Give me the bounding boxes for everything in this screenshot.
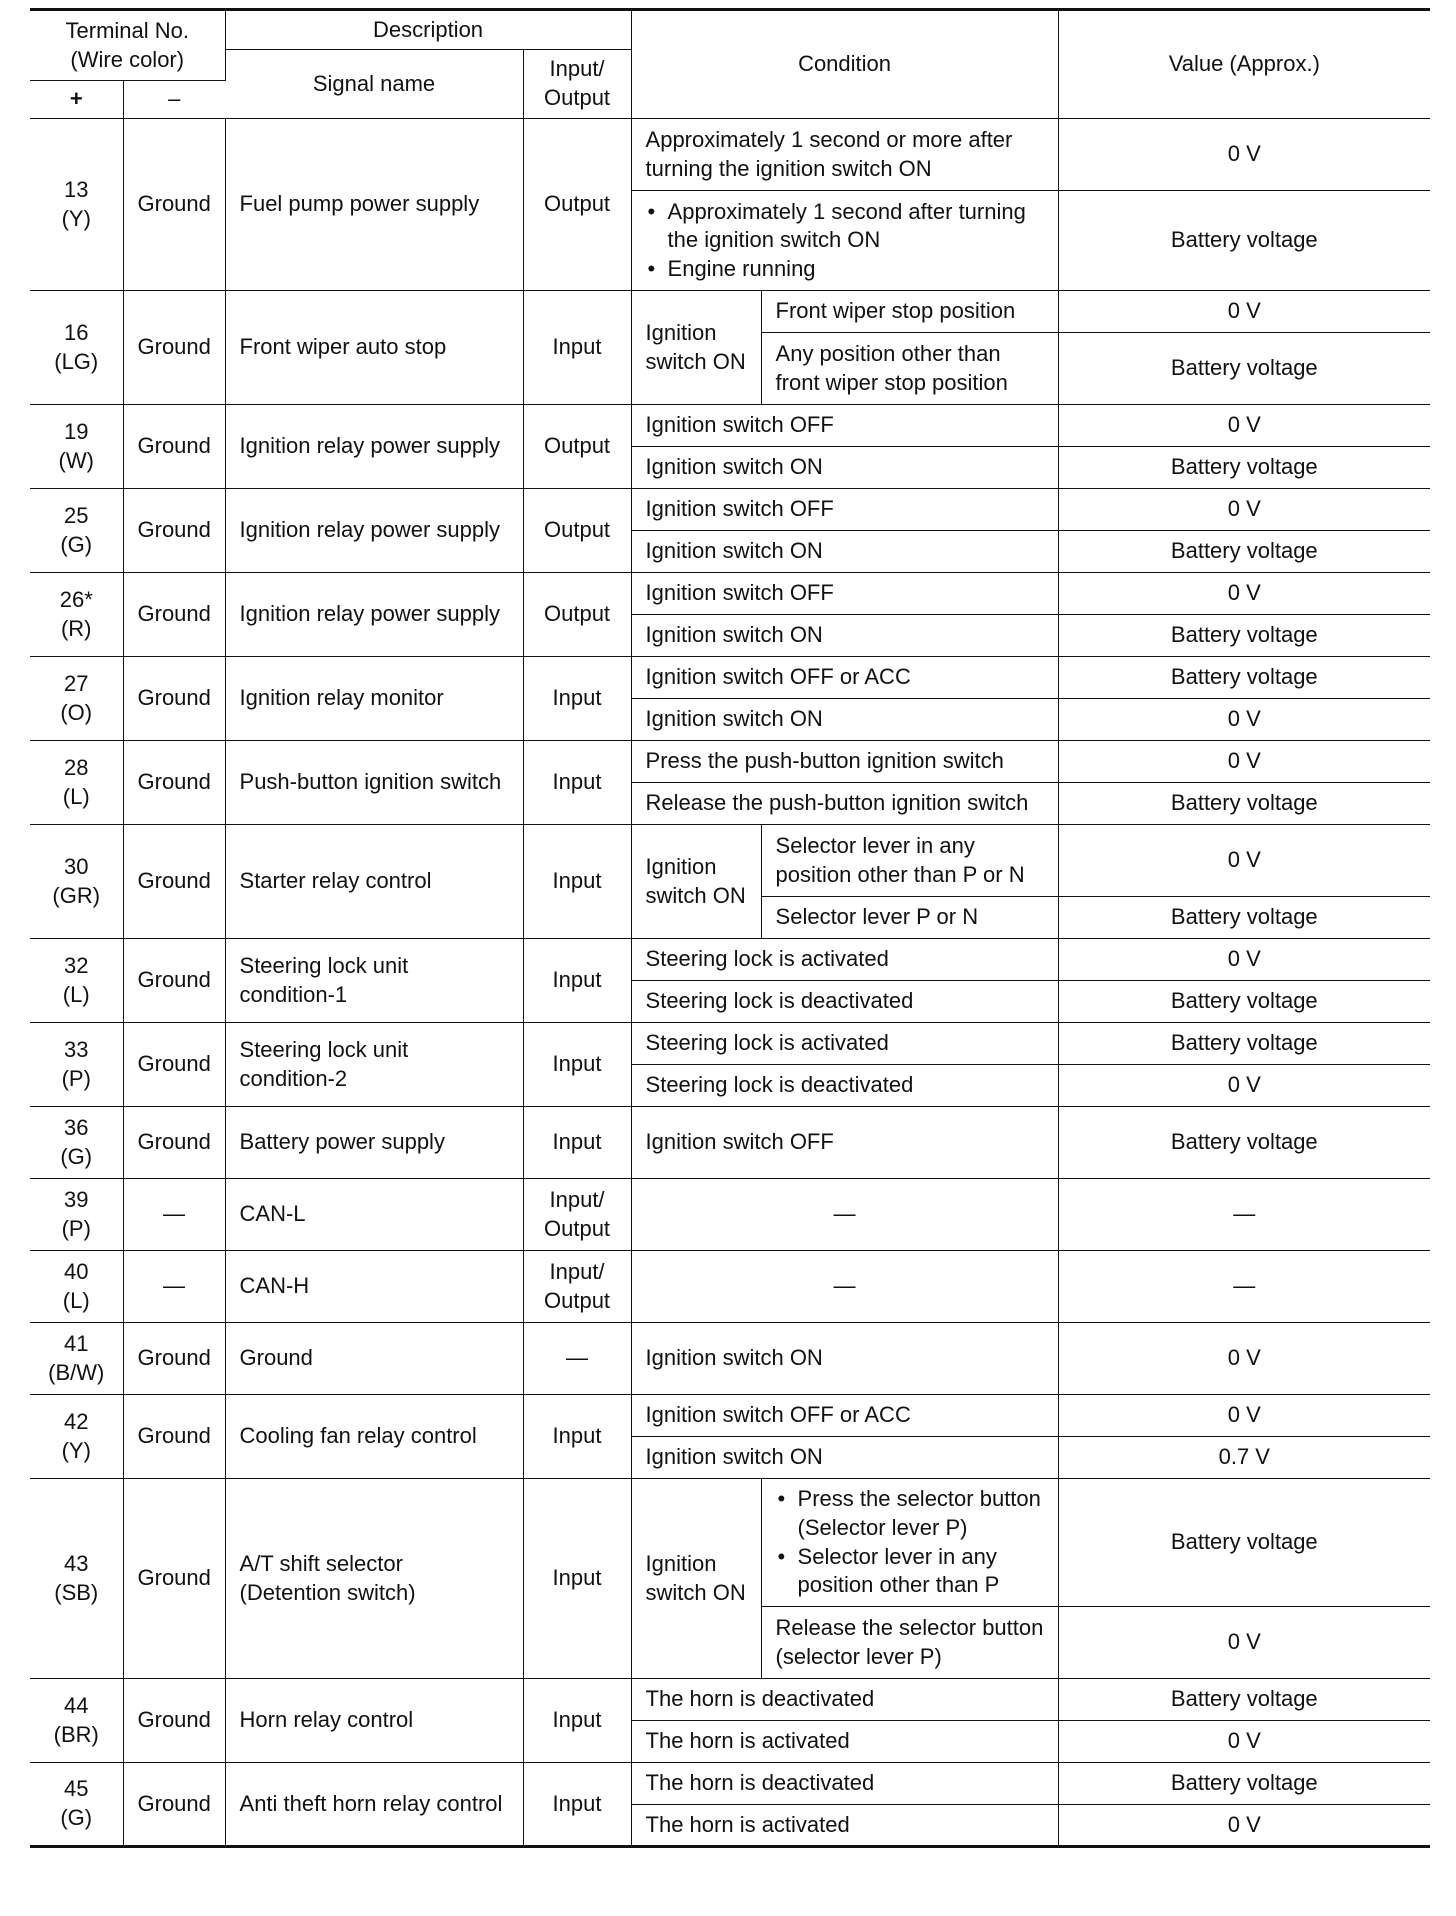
table-row (30, 1107, 1430, 1179)
table-row (30, 825, 1430, 897)
terminal-25: 25 (G) (30, 489, 123, 573)
value: Battery voltage (1058, 897, 1430, 939)
negative-terminal: Ground (123, 573, 225, 657)
terminal-13: 13 (Y) (30, 119, 123, 291)
table-row (30, 1479, 1430, 1607)
condition: The horn is activated (631, 1721, 1058, 1763)
input-output: Input (523, 1107, 631, 1179)
header-plus: + (30, 81, 123, 119)
condition: Any position other than front wiper stop position (761, 333, 1058, 405)
input-output: Input (523, 1479, 631, 1679)
input-output: Input (523, 1023, 631, 1107)
terminal-43: 43 (SB) (30, 1479, 123, 1679)
terminal-39: 39 (P) (30, 1179, 123, 1251)
terminal-26: 26* (R) (30, 573, 123, 657)
value: 0 V (1058, 1721, 1430, 1763)
condition: Ignition switch OFF or ACC (631, 1395, 1058, 1437)
condition: Ignition switch OFF or ACC (631, 657, 1058, 699)
condition-bullet: • Approximately 1 second after turning the ignition switch ON (646, 198, 1044, 255)
terminal-28: 28 (L) (30, 741, 123, 825)
value: 0 V (1058, 573, 1430, 615)
signal-name: Ignition relay monitor (225, 657, 523, 741)
condition-bullet: • Selector lever in any position other than P (776, 1543, 1044, 1600)
input-output: Input (523, 291, 631, 405)
signal-name: Steering lock unit condition-1 (225, 939, 523, 1023)
header-minus: – (123, 81, 225, 119)
table-row (30, 939, 1430, 981)
value: Battery voltage (1058, 1479, 1430, 1607)
terminal-19: 19 (W) (30, 405, 123, 489)
value: 0 V (1058, 939, 1430, 981)
header-value: Value (Approx.) (1058, 10, 1430, 119)
input-output: Input (523, 939, 631, 1023)
input-output: Input (523, 1395, 631, 1479)
table-row (30, 573, 1430, 615)
value: Battery voltage (1058, 981, 1430, 1023)
condition-group: Ignition switch ON (631, 291, 761, 405)
signal-name: Push-button ignition switch (225, 741, 523, 825)
condition: Steering lock is activated (631, 939, 1058, 981)
terminal-41: 41 (B/W) (30, 1323, 123, 1395)
value: Battery voltage (1058, 531, 1430, 573)
value: 0 V (1058, 291, 1430, 333)
table-row (30, 1023, 1430, 1065)
value: Battery voltage (1058, 447, 1430, 489)
input-output: Output (523, 119, 631, 291)
terminal-33: 33 (P) (30, 1023, 123, 1107)
header-terminal-no: Terminal No. (Wire color) (30, 10, 225, 81)
table-row (30, 1251, 1430, 1323)
table-row (30, 741, 1430, 783)
condition: — (631, 1251, 1058, 1323)
signal-name: Ignition relay power supply (225, 573, 523, 657)
condition: Ignition switch OFF (631, 1107, 1058, 1179)
negative-terminal: — (123, 1179, 225, 1251)
negative-terminal: Ground (123, 489, 225, 573)
condition: Release the selector button (selector lever P) (761, 1607, 1058, 1679)
condition: — (631, 1179, 1058, 1251)
input-output: Input (523, 825, 631, 939)
condition: Ignition switch OFF (631, 489, 1058, 531)
condition: Ignition switch ON (631, 447, 1058, 489)
table-row (30, 657, 1430, 699)
terminal-45: 45 (G) (30, 1763, 123, 1847)
value: 0 V (1058, 741, 1430, 783)
input-output: Input (523, 741, 631, 825)
condition (761, 1479, 1058, 1607)
terminal-32: 32 (L) (30, 939, 123, 1023)
negative-terminal: Ground (123, 291, 225, 405)
value: 0 V (1058, 699, 1430, 741)
condition: Front wiper stop position (761, 291, 1058, 333)
condition: Ignition switch ON (631, 531, 1058, 573)
value: 0 V (1058, 1065, 1430, 1107)
signal-name: Battery power supply (225, 1107, 523, 1179)
terminal-table (30, 8, 1430, 1848)
negative-terminal: Ground (123, 657, 225, 741)
condition: Steering lock is deactivated (631, 981, 1058, 1023)
signal-name: Ground (225, 1323, 523, 1395)
signal-name: Horn relay control (225, 1679, 523, 1763)
table-row (30, 1763, 1430, 1805)
signal-name: Anti theft horn relay control (225, 1763, 523, 1847)
value: — (1058, 1179, 1430, 1251)
condition: Steering lock is deactivated (631, 1065, 1058, 1107)
terminal-44: 44 (BR) (30, 1679, 123, 1763)
value: 0 V (1058, 1395, 1430, 1437)
signal-name: Ignition relay power supply (225, 405, 523, 489)
table-row (30, 1395, 1430, 1437)
signal-name: Ignition relay power supply (225, 489, 523, 573)
value: 0.7 V (1058, 1437, 1430, 1479)
condition: Ignition switch ON (631, 615, 1058, 657)
negative-terminal: Ground (123, 741, 225, 825)
input-output: Input (523, 657, 631, 741)
condition: Press the push-button ignition switch (631, 741, 1058, 783)
condition-group: Ignition switch ON (631, 1479, 761, 1679)
negative-terminal: Ground (123, 405, 225, 489)
signal-name: Starter relay control (225, 825, 523, 939)
table-row (30, 1323, 1430, 1395)
terminal-30: 30 (GR) (30, 825, 123, 939)
negative-terminal: Ground (123, 1679, 225, 1763)
input-output: Input (523, 1679, 631, 1763)
value: — (1058, 1251, 1430, 1323)
signal-name: CAN-L (225, 1179, 523, 1251)
terminal-27: 27 (O) (30, 657, 123, 741)
negative-terminal: Ground (123, 1107, 225, 1179)
input-output: — (523, 1323, 631, 1395)
condition: Approximately 1 second or more after turning the ignition switch ON (631, 119, 1058, 191)
condition: Release the push-button ignition switch (631, 783, 1058, 825)
condition: Steering lock is activated (631, 1023, 1058, 1065)
value: 0 V (1058, 489, 1430, 531)
condition-bullet: • Press the selector button (Selector lever P) (776, 1485, 1044, 1542)
terminal-42: 42 (Y) (30, 1395, 123, 1479)
condition: The horn is deactivated (631, 1679, 1058, 1721)
condition-bullet: • Engine running (646, 255, 1044, 284)
condition: Selector lever P or N (761, 897, 1058, 939)
input-output: Output (523, 573, 631, 657)
table-row (30, 405, 1430, 447)
header-condition: Condition (631, 10, 1058, 119)
header-description: Description (225, 10, 631, 50)
condition: Ignition switch OFF (631, 405, 1058, 447)
value: 0 V (1058, 1805, 1430, 1847)
input-output: Input/ Output (523, 1179, 631, 1251)
condition: Ignition switch ON (631, 1323, 1058, 1395)
condition: The horn is activated (631, 1805, 1058, 1847)
condition: Ignition switch OFF (631, 573, 1058, 615)
value: 0 V (1058, 825, 1430, 897)
value: Battery voltage (1058, 333, 1430, 405)
negative-terminal: Ground (123, 939, 225, 1023)
negative-terminal: Ground (123, 1763, 225, 1847)
value: Battery voltage (1058, 1763, 1430, 1805)
value: Battery voltage (1058, 657, 1430, 699)
negative-terminal: Ground (123, 119, 225, 291)
value: Battery voltage (1058, 615, 1430, 657)
condition: Ignition switch ON (631, 699, 1058, 741)
negative-terminal: Ground (123, 1323, 225, 1395)
table-row (30, 1179, 1430, 1251)
value: Battery voltage (1058, 1679, 1430, 1721)
input-output: Output (523, 489, 631, 573)
value: Battery voltage (1058, 783, 1430, 825)
terminal-16: 16 (LG) (30, 291, 123, 405)
value: Battery voltage (1058, 1023, 1430, 1065)
signal-name: Front wiper auto stop (225, 291, 523, 405)
negative-terminal: Ground (123, 1023, 225, 1107)
input-output: Input (523, 1763, 631, 1847)
condition (631, 191, 1058, 291)
signal-name: CAN-H (225, 1251, 523, 1323)
input-output: Output (523, 405, 631, 489)
terminal-40: 40 (L) (30, 1251, 123, 1323)
negative-terminal: — (123, 1251, 225, 1323)
value: 0 V (1058, 1607, 1430, 1679)
table-row (30, 119, 1430, 191)
header-signal-name: Signal name (225, 50, 523, 119)
value: Battery voltage (1058, 191, 1430, 291)
negative-terminal: Ground (123, 1479, 225, 1679)
signal-name: Steering lock unit condition-2 (225, 1023, 523, 1107)
signal-name: Cooling fan relay control (225, 1395, 523, 1479)
value: 0 V (1058, 1323, 1430, 1395)
condition: Ignition switch ON (631, 1437, 1058, 1479)
table-row (30, 1679, 1430, 1721)
negative-terminal: Ground (123, 825, 225, 939)
terminal-36: 36 (G) (30, 1107, 123, 1179)
value: 0 V (1058, 405, 1430, 447)
header-input-output: Input/ Output (523, 50, 631, 119)
table-row (30, 291, 1430, 333)
signal-name: A/T shift selector (Detention switch) (225, 1479, 523, 1679)
condition: Selector lever in any position other than P or N (761, 825, 1058, 897)
signal-name: Fuel pump power supply (225, 119, 523, 291)
value: 0 V (1058, 119, 1430, 191)
condition-group: Ignition switch ON (631, 825, 761, 939)
table-row (30, 489, 1430, 531)
condition: The horn is deactivated (631, 1763, 1058, 1805)
value: Battery voltage (1058, 1107, 1430, 1179)
terminal-table-sheet (30, 8, 1430, 1848)
input-output: Input/ Output (523, 1251, 631, 1323)
negative-terminal: Ground (123, 1395, 225, 1479)
